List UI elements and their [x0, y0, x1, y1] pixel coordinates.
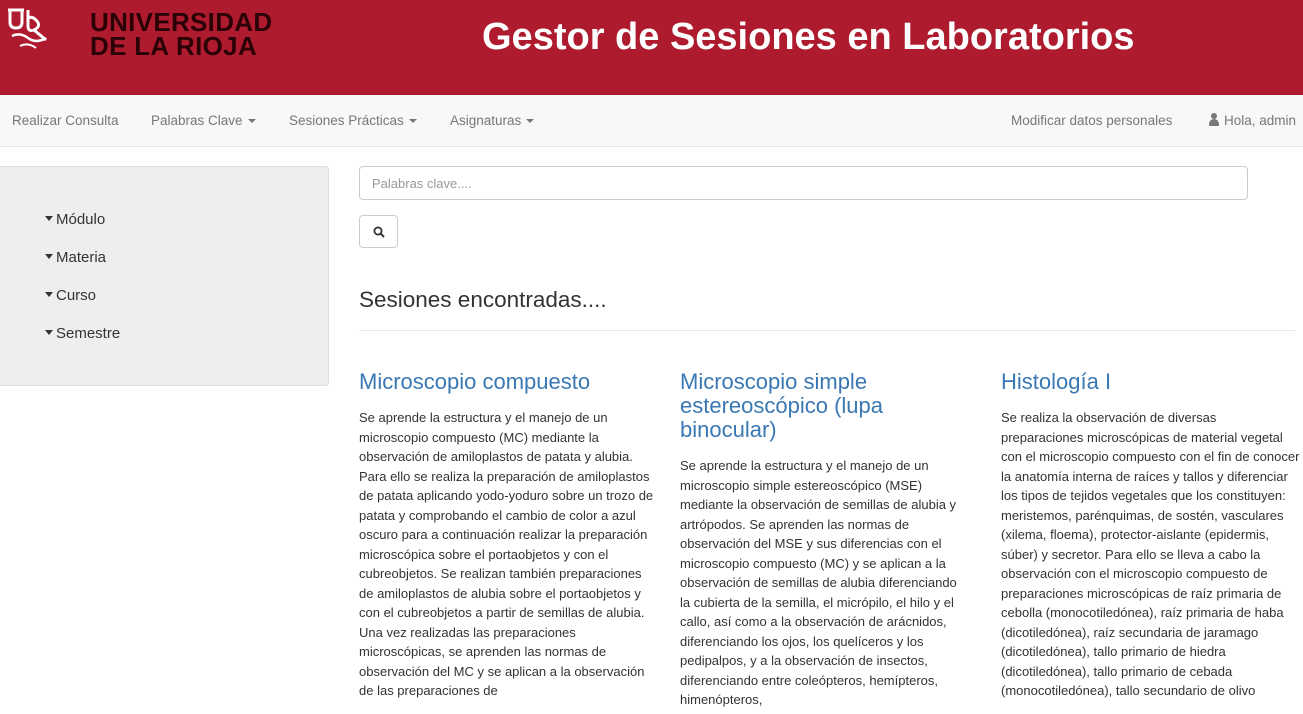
session-title-link[interactable]: Histología I [1001, 369, 1112, 394]
chevron-down-icon [248, 119, 256, 123]
sidebar-item-label: Curso [56, 287, 97, 304]
session-card [359, 370, 659, 701]
caret-down-icon [45, 216, 53, 221]
university-seal-icon [6, 6, 56, 62]
sidebar-item-curso[interactable] [45, 287, 96, 305]
session-title-link[interactable]: Microscopio simple estereoscópico (lupa binocular) [680, 369, 884, 442]
results-heading: Sesiones encontradas.... [359, 287, 607, 312]
search-button[interactable] [359, 215, 398, 248]
chevron-down-icon [409, 119, 417, 123]
chevron-down-icon [526, 119, 534, 123]
user-icon [1208, 113, 1220, 126]
search-input[interactable] [359, 166, 1248, 200]
session-description: Se aprende la estructura y el manejo de un microscopio compuesto (MC) mediante la observación de amiloplastos de patata y alubia. Para ello se realiza la preparación de amiloplastos de patata aplicando yodo-yoduro sobre un trozo de patata y comprobando el cambio de color a azul oscuro para a continuación realizar la preparación microscópica sobre el portaobjetos y con el cubreobjetos. Se realizan también preparaciones de amiloplastos de alubia sobre el portaobjetos y con el cubreobjetos a partir de semillas de alubia. Una vez realizadas las preparaciones microscópicas, se aprenden las normas de observación del MC y se aplican a la observación de las preparaciones de [359, 410, 654, 698]
user-greeting: Hola, admin [1224, 113, 1297, 128]
nav-palabras-clave-dropdown[interactable] [151, 113, 256, 129]
sidebar-item-materia[interactable] [45, 249, 106, 267]
session-title-link[interactable]: Microscopio compuesto [359, 369, 591, 394]
sidebar-item-label: Semestre [56, 325, 121, 342]
header-banner [0, 0, 1303, 95]
sidebar-item-semestre[interactable] [45, 325, 120, 343]
nav-user-menu[interactable] [1208, 113, 1296, 129]
sidebar-item-label: Módulo [56, 211, 106, 228]
university-logo[interactable] [4, 4, 304, 64]
filter-sidebar [0, 166, 329, 386]
nav-modificar-datos[interactable]: Modificar datos personales [1011, 113, 1173, 128]
logo-text-line1: UNIVERSIDAD [90, 7, 273, 37]
logo-text-line2: DE LA RIOJA [90, 31, 258, 61]
nav-realizar-consulta[interactable]: Realizar Consulta [12, 113, 119, 128]
session-description: Se realiza la observación de diversas preparaciones microscópicas de material vegetal con el microscopio compuesto con el fin de conocer la anatomía interna de raíces y tallos y diferenciar los tipos de tejidos vegetales que los constituyen: meristemos, parénquimas, de sostén, vasculares (xilema, floema), protector-aislante (epidermis, súber) y secretor. Para ello se lleva a cabo la observación con el microscopio compuesto de preparaciones microscópicas de raíz primaria de cebolla (monocotiledónea), raíz primaria de haba (dicotiledónea), raíz secundaria de jaramago (dicotiledónea), tallo primario de hiedra (dicotiledónea), tallo primario de cebada (monocotiledónea), tallo secundario de olivo [1001, 410, 1300, 698]
sidebar-item-label: Materia [56, 249, 107, 266]
session-card [1001, 370, 1301, 701]
caret-down-icon [45, 292, 53, 297]
divider [359, 330, 1295, 331]
top-navbar [0, 95, 1303, 147]
caret-down-icon [45, 330, 53, 335]
session-description: Se aprende la estructura y el manejo de un microscopio simple estereoscópico (MSE) mediante la observación de semillas de alubia y artrópodos. Se aprenden las normas de observación del MSE y sus diferencias con el microscopio compuesto (MC) y se aplican a la observación de semillas de alubia diferenciando la cubierta de la semilla, el micrópilo, el hilo y el callo, así como a la observación de arácnidos, diferenciando los ojos, los quelíceros y los pedipalpos, y a la observación de insectos, diferenciando entre coleópteros, hemípteros, himenópteros, [680, 458, 957, 707]
nav-asignaturas-dropdown[interactable] [450, 113, 534, 129]
app-title: Gestor de Sesiones en Laboratorios [482, 16, 1135, 58]
nav-palabras-clave-label: Palabras Clave [151, 113, 243, 128]
session-card [680, 370, 970, 710]
nav-asignaturas-label: Asignaturas [450, 113, 522, 128]
sidebar-item-modulo[interactable] [45, 211, 105, 229]
nav-sesiones-practicas-dropdown[interactable] [289, 113, 417, 129]
nav-sesiones-practicas-label: Sesiones Prácticas [289, 113, 404, 128]
caret-down-icon [45, 254, 53, 259]
university-name [90, 7, 273, 61]
search-icon [373, 226, 385, 238]
